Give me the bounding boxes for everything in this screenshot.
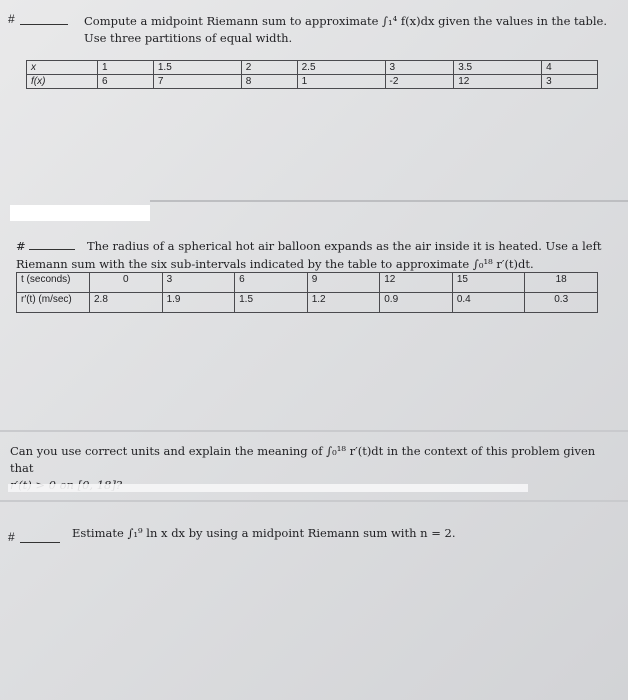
- table-cell: -2: [385, 75, 454, 89]
- table-cell: 0: [90, 273, 163, 293]
- table-cell: 2: [241, 61, 297, 75]
- q2-prompt-line1-text: The radius of a spherical hot air balloon expands as the air inside it is heated. Use a left: [86, 239, 602, 253]
- table-cell-label: t (seconds): [17, 273, 90, 293]
- table-cell: 1.2: [307, 293, 380, 313]
- q3-prompt-line1: Can you use correct units and explain the meaning of ∫₀¹⁸ r′(t)dt in the context of this problem given that: [10, 444, 596, 475]
- redacted-area: [8, 484, 528, 492]
- table-cell: 1.5: [153, 61, 241, 75]
- table-cell: 3: [542, 75, 598, 89]
- table-cell: 9: [307, 273, 380, 293]
- table-cell: 7: [153, 75, 241, 89]
- q2-answer-blank[interactable]: [29, 249, 75, 250]
- table-cell: 1.9: [162, 293, 235, 313]
- q2-number-label: #: [16, 239, 26, 253]
- table-cell: 1: [98, 61, 154, 75]
- table-cell: 6: [98, 75, 154, 89]
- table-cell-label: r′(t) (m/sec): [17, 293, 90, 313]
- table-cell: 2.5: [297, 61, 385, 75]
- q1-answer-blank[interactable]: [20, 24, 68, 25]
- redacted-area: [10, 205, 150, 221]
- table-cell: 3: [385, 61, 454, 75]
- section-divider: [0, 430, 628, 432]
- table-cell: 0.4: [452, 293, 525, 313]
- table-cell-label: f(x): [27, 75, 98, 89]
- table-cell: 18: [525, 273, 598, 293]
- q1-number-label: #: [8, 12, 15, 26]
- table-cell: 0.9: [380, 293, 453, 313]
- table-cell-label: x: [27, 61, 98, 75]
- q1-values-table: [26, 60, 598, 89]
- q2-prompt-line1: [16, 237, 601, 255]
- table-cell: 3: [162, 273, 235, 293]
- table-cell: 1.5: [235, 293, 308, 313]
- q4-prompt: Estimate ∫₁⁹ ln x dx by using a midpoint Riemann sum with n = 2.: [72, 526, 456, 540]
- table-row: [17, 273, 598, 293]
- table-cell: 6: [235, 273, 308, 293]
- section-divider: [0, 500, 628, 502]
- table-cell: 12: [380, 273, 453, 293]
- table-cell: 0.3: [525, 293, 598, 313]
- q2-values-table: [16, 272, 598, 313]
- table-cell: 3.5: [454, 61, 542, 75]
- table-cell: 15: [452, 273, 525, 293]
- table-row: [27, 75, 598, 89]
- table-row: [17, 293, 598, 313]
- q1-prompt-line2: Use three partitions of equal width.: [84, 31, 293, 45]
- q4-number-label: #: [8, 530, 15, 544]
- table-cell: 12: [454, 75, 542, 89]
- q4-answer-blank[interactable]: [20, 542, 60, 543]
- table-cell: 1: [297, 75, 385, 89]
- q1-prompt: [84, 13, 607, 47]
- q2-prompt-line2: Riemann sum with the six sub-intervals indicated by the table to approximate ∫₀¹⁸ r′(t)dt.: [16, 257, 534, 271]
- q2-prompt: [16, 237, 601, 273]
- q1-prompt-line1: Compute a midpoint Riemann sum to approximate ∫₁⁴ f(x)dx given the values in the table.: [84, 14, 608, 28]
- table-cell: 8: [241, 75, 297, 89]
- section-divider: [150, 200, 628, 202]
- table-row: [27, 61, 598, 75]
- table-cell: 4: [542, 61, 598, 75]
- table-cell: 2.8: [90, 293, 163, 313]
